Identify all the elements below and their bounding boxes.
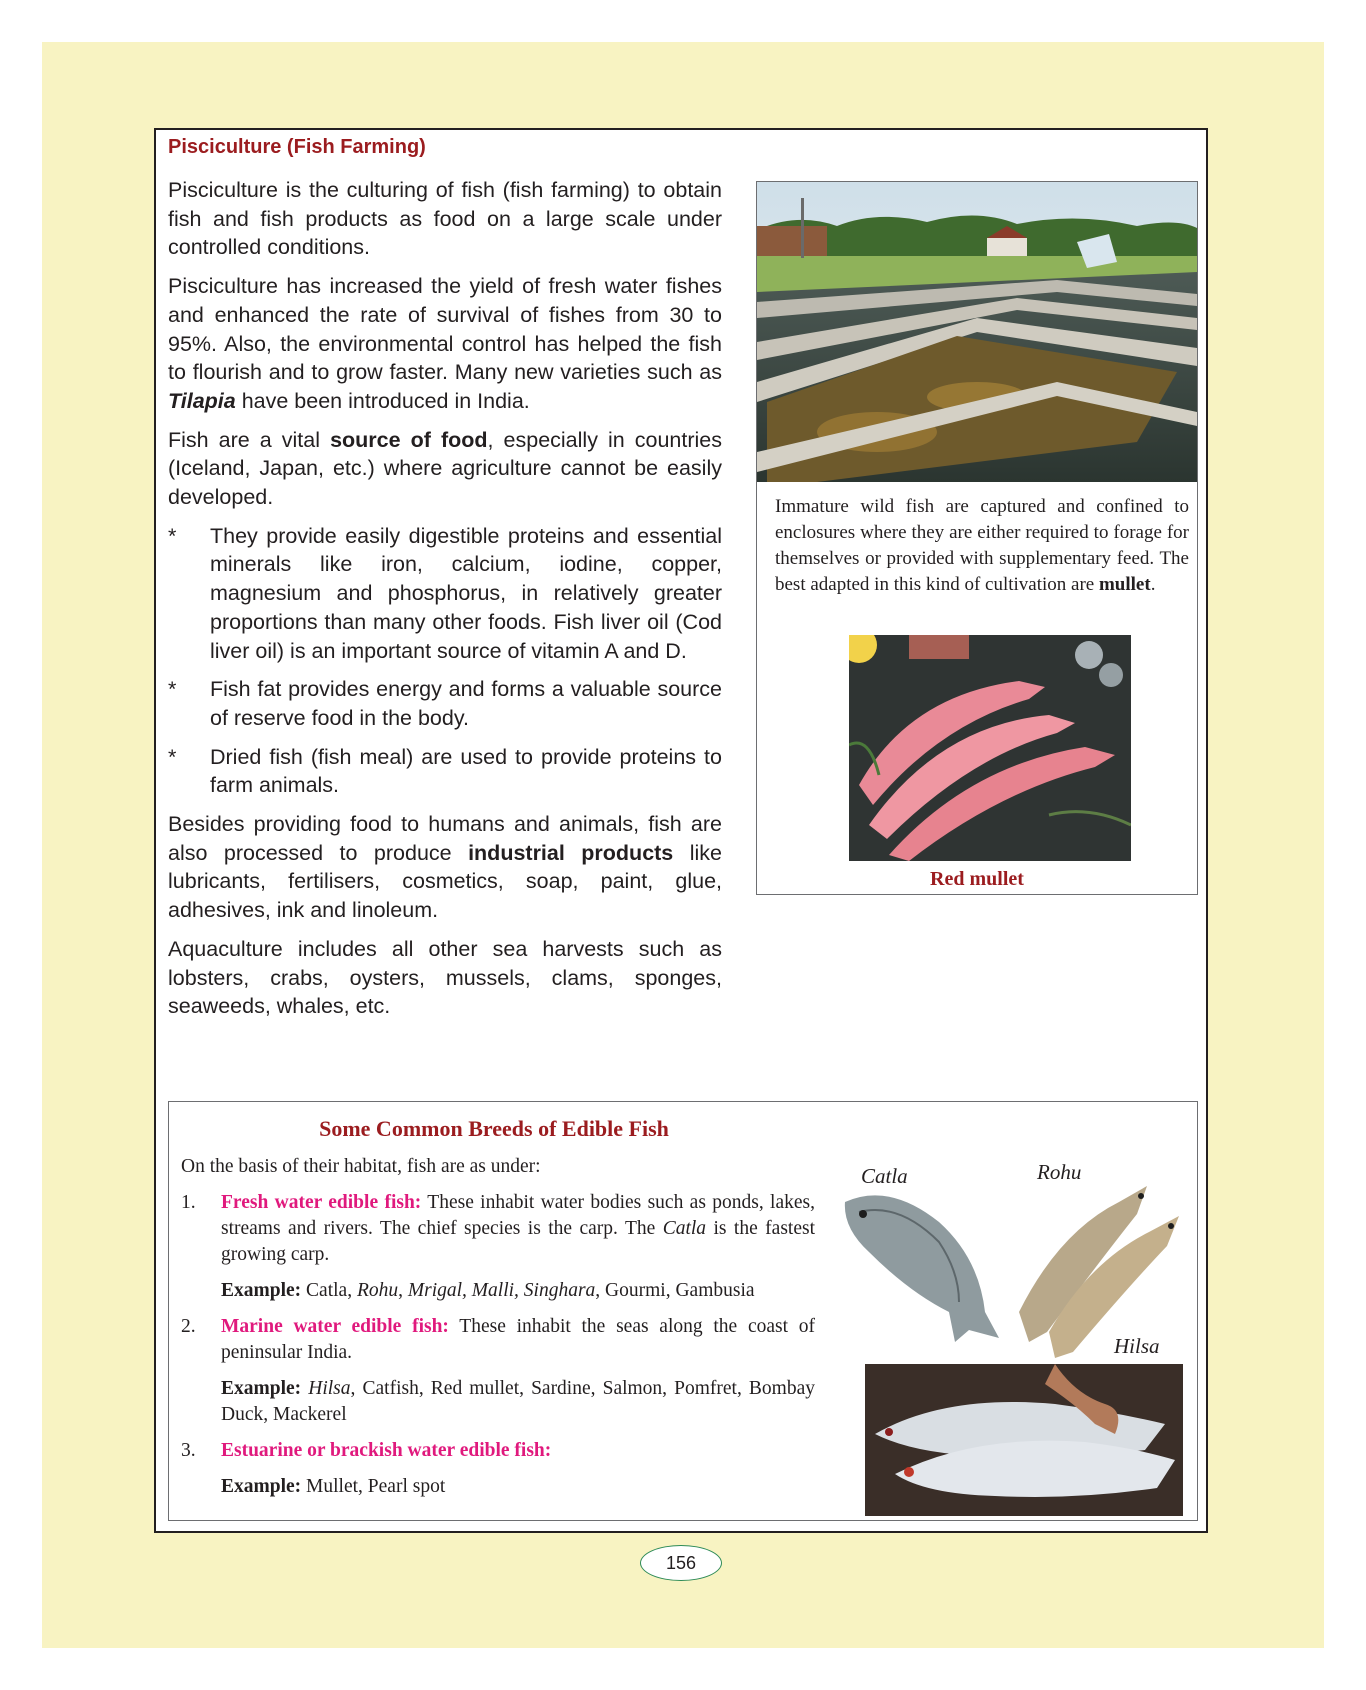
example-estuarine: Example: Mullet, Pearl spot (221, 1476, 446, 1497)
paragraph-yield: Pisciculture has increased the yield of fresh water fishes and enhanced the rate of survival of fishes from 30 to 95%. Also, the environmental control has helped the fish to flourish and to grow faster. Many new varieties such as Tilapia have been introduced in India. (168, 274, 722, 413)
paragraph-aquaculture: Aquaculture includes all other sea harvests such as lobsters, crabs, oysters, mussels, clams, sponges, seaweeds, whales, etc. (168, 936, 722, 1019)
industrial-products-term: industrial products (468, 840, 674, 865)
main-text-column (168, 176, 722, 1031)
bullet-item: * Dried fish (fish meal) are used to provide proteins to farm animals. (168, 744, 722, 798)
rohu-label: Rohu (1037, 1160, 1082, 1184)
mullet-term: mullet (1098, 574, 1151, 595)
page-number: 156 (640, 1545, 722, 1581)
example-marine: Example: Hilsa, Catfish, Red mullet, Sardine, Salmon, Pomfret, Bombay Duck, Mackerel (221, 1378, 816, 1425)
breed-item-marine: 2. Marine water edible fish: These inhabit the seas along the coast of peninsular India. (181, 1316, 815, 1363)
red-mullet-label: Red mullet (930, 868, 1024, 890)
edible-fish-breeds-box (168, 1101, 1198, 1521)
paragraph-industrial: Besides providing food to humans and animals, fish are also processed to produce industrial products like lubricants, fertilisers, cosmetics, soap, paint, glue, adhesives, ink and linoleum. (168, 812, 722, 923)
fish-farm-photo (757, 182, 1197, 482)
tilapia-term: Tilapia (168, 388, 236, 413)
catla-rohu-illustration (829, 1162, 1189, 1362)
bullet-item: * Fish fat provides energy and forms a valuable source of reserve food in the body. (168, 677, 722, 730)
bullet-item: * They provide easily digestible proteins and essential minerals like iron, calcium, iodine, copper, magnesium and phosphorus, in relatively greater proportions than many other foods. Fish liver oil (Cod liver oil) is an important source of vitamin A and D. (168, 523, 722, 663)
paragraph-definition: Pisciculture is the culturing of fish (fish farming) to obtain fish and fish products as food on a large scale under controlled conditions. (168, 178, 722, 260)
breeds-text (181, 1154, 815, 1510)
figure-box (756, 181, 1198, 895)
catla-label: Catla (861, 1164, 908, 1188)
figure-caption: Immature wild fish are captured and confined to enclosures where they are either required to forage for themselves or provided with supplementary feed. The best adapted in this kind of cultivation are mullet. (775, 496, 1189, 595)
breeds-title: Some Common Breeds of Edible Fish (319, 1116, 669, 1141)
breed-item-estuarine: 3. Estuarine or brackish water edible fish: (181, 1440, 552, 1461)
breed-item-freshwater: 1. Fresh water edible fish: These inhabit water bodies such as ponds, lakes, streams and rivers. The chief species is the carp. The Catla is the fastest growing carp. (181, 1192, 815, 1265)
red-mullet-photo (849, 635, 1131, 861)
section-title: Pisciculture (Fish Farming) (168, 136, 426, 158)
breeds-intro: On the basis of their habitat, fish are as under: (181, 1156, 541, 1177)
paragraph-food-source: Fish are a vital source of food, especially in countries (Iceland, Japan, etc.) where agriculture cannot be easily developed. (168, 427, 722, 510)
hilsa-photo (865, 1364, 1183, 1516)
example-freshwater: Example: Catla, Rohu, Mrigal, Malli, Singhara, Gourmi, Gambusia (221, 1280, 755, 1301)
hilsa-label: Hilsa (1114, 1334, 1160, 1358)
source-of-food-term: source of food (330, 427, 488, 452)
